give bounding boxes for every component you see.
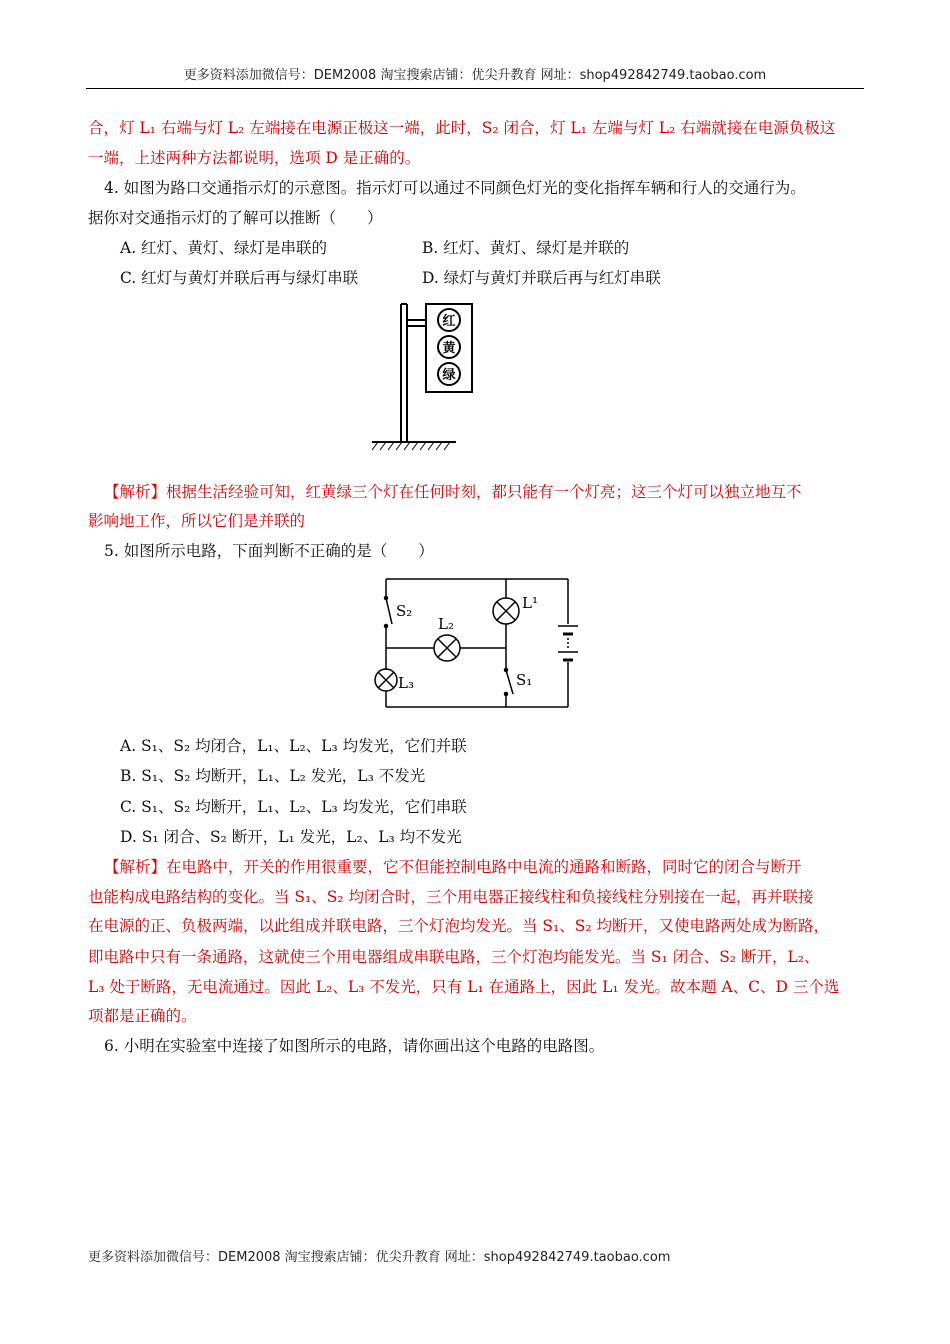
intro-line-2: 一端，上述两种方法都说明，选项 D 是正确的。 — [88, 149, 421, 167]
q5-analysis-line-2: 也能构成电路结构的变化。当 S₁、S₂ 均闭合时，三个用电器正接线柱和负接线柱分别接在一起，再并联接 — [88, 888, 814, 906]
q5-option-c: C. S₁、S₂ 均断开，L₁、L₂、L₃ 均发光，它们串联 — [120, 798, 467, 816]
q5-analysis-line-5: L₃ 处于断路，无电流通过。因此 L₂、L₃ 不发光，只有 L₁ 在通路上，因此 L₁ 发光。故本题 A、C、D 三个选 — [88, 978, 840, 996]
label-l3: L₃ — [398, 674, 414, 692]
q6-stem: 6. 小明在实验室中连接了如图所示的电路，请你画出这个电路的电路图。 — [104, 1037, 605, 1055]
q5-stem: 5. 如图所示电路，下面判断不正确的是（ ） — [104, 542, 434, 560]
q5-option-b: B. S₁、S₂ 均断开，L₁、L₂ 发光，L₃ 不发光 — [120, 767, 426, 785]
q4-stem-line-1: 4. 如图为路口交通指示灯的示意图。指示灯可以通过不同颜色灯光的变化指挥车辆和行人的交通行为。 — [104, 179, 806, 197]
q4-option-d: D. 绿灯与黄灯并联后再与红灯串联 — [422, 269, 661, 287]
switch-s2 — [386, 598, 392, 624]
q5-analysis-line-4: 即电路中只有一条通路，这就使三个用电器组成串联电路，三个灯泡均能发光。当 S₁ 闭合、S₂ 断开，L₂、 — [88, 948, 820, 966]
label-s2: S₂ — [396, 602, 413, 620]
q5-analysis-line-6: 项都是正确的。 — [88, 1007, 197, 1025]
q4-analysis-line-1: 【解析】根据生活经验可知，红黄绿三个灯在任何时刻，都只能有一个灯亮；这三个灯可以独立地互不 — [104, 483, 802, 501]
q4-option-c: C. 红灯与黄灯并联后再与绿灯串联 — [120, 269, 359, 287]
q4-option-a: A. 红灯、黄灯、绿灯是串联的 — [120, 239, 328, 257]
label-s1: S₁ — [516, 671, 533, 689]
q5-option-d: D. S₁ 闭合、S₂ 断开，L₁ 发光，L₂、L₃ 均不发光 — [120, 828, 462, 846]
q4-stem-line-2: 据你对交通指示灯的了解可以推断（ ） — [88, 209, 383, 227]
page-header: 更多资料添加微信号：DEM2008 淘宝搜索店铺：优尖升教育 网址：shop492842749.taobao.com — [86, 64, 864, 89]
label-l1: L¹ — [522, 594, 538, 612]
intro-line-1: 合，灯 L₁ 右端与灯 L₂ 左端接在电源正极这一端，此时，S₂ 闭合，灯 L₁ 左端与灯 L₂ 右端就接在电源负极这 — [88, 119, 836, 137]
q5-analysis-line-3: 在电源的正、负极两端，以此组成并联电路，三个灯泡均发光。当 S₁、S₂ 均断开，又使电路两处成为断路， — [88, 917, 830, 935]
label-l2: L₂ — [438, 615, 454, 633]
switch-s1 — [506, 670, 513, 694]
page-footer: 更多资料添加微信号：DEM2008 淘宝搜索店铺：优尖升教育 网址：shop492842749.taobao.com — [88, 1250, 671, 1265]
circuit-figure — [368, 574, 578, 714]
yellow-light-label: 黄 — [442, 341, 456, 356]
q5-analysis-line-1: 【解析】在电路中，开关的作用很重要，它不但能控制电路中电流的通路和断路，同时它的闭合与断开 — [104, 858, 802, 876]
red-light-label: 红 — [442, 314, 456, 329]
traffic-light-figure — [370, 298, 490, 452]
q5-option-a: A. S₁、S₂ 均闭合，L₁、L₂、L₃ 均发光，它们并联 — [120, 737, 467, 755]
green-light-label: 绿 — [442, 368, 456, 383]
q4-analysis-line-2: 影响地工作，所以它们是并联的 — [88, 512, 306, 530]
q4-option-b: B. 红灯、黄灯、绿灯是并联的 — [422, 239, 630, 257]
